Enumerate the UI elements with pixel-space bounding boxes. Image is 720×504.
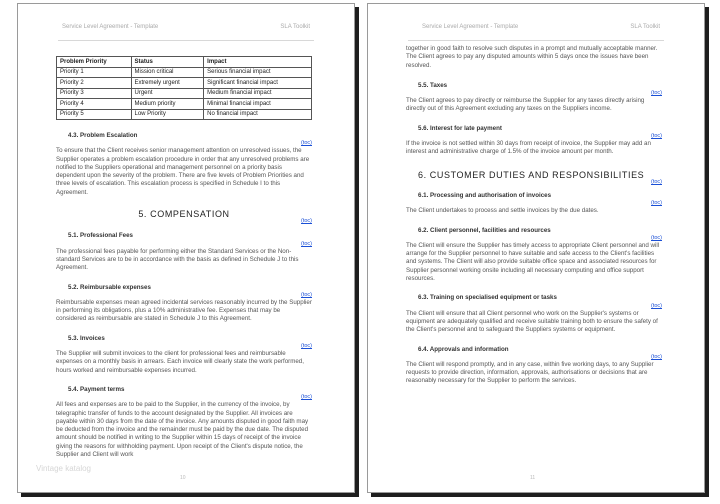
table-cell: Priority 5	[57, 109, 132, 120]
table-cell: Mission critical	[131, 67, 204, 78]
table-cell: Extremely urgent	[131, 78, 204, 89]
toc-link[interactable]: (toc)	[651, 178, 662, 185]
table-row	[57, 99, 312, 110]
table-cell: Urgent	[131, 88, 204, 99]
section-heading-5-5: 5.5. Taxes	[418, 81, 448, 89]
table-cell: Priority 3	[57, 88, 132, 99]
section-heading-5-6: 5.6. Interest for late payment	[418, 124, 502, 132]
section-heading-6-3: 6.3. Training on specialised equipment or tasks	[418, 294, 557, 302]
table-cell: Minimal financial impact	[204, 99, 312, 110]
section-body-continued: together in good faith to resolve such disputes in a prompt and mutually acceptable manner. The Client agrees to pay any disputed amounts within 5 days once the issues have been resolved.	[406, 45, 658, 69]
table-header-cell: Impact	[204, 57, 312, 68]
document-page-left	[17, 3, 355, 493]
table-header-cell: Problem Priority	[57, 57, 132, 68]
section-heading-6-2: 6.2. Client personnel, facilities and resources	[418, 226, 551, 234]
table-row	[57, 88, 312, 99]
table-row	[57, 67, 312, 78]
table-header-cell: Status	[131, 57, 204, 68]
toc-link[interactable]: (toc)	[651, 200, 662, 207]
section-heading-6-4: 6.4. Approvals and information	[418, 345, 509, 353]
table-cell: Medium financial impact	[204, 88, 312, 99]
toc-link[interactable]: (toc)	[301, 140, 312, 147]
watermark-text: Vintage katalog	[36, 464, 92, 473]
section-body-5-5: The Client agrees to pay directly or reimburse the Supplier for any taxes directly arising directly out of this Agreement excluding any taxes on the Suppliers income.	[406, 97, 645, 113]
section-heading-4-3: 4.3. Problem Escalation	[68, 132, 138, 139]
page-content	[56, 56, 312, 459]
page-number: 11	[530, 475, 536, 481]
section-heading-5-4: 5.4. Payment terms	[68, 385, 125, 393]
section-body-5-4: All fees and expenses are to be paid to the Supplier, in the currency of the invoice, by telegraphic transfer of funds to the account designated by the Supplier. All invoices are payable within 30 days from the date of the invoice. Any amounts disputed in good faith may be deducted from the invoice and the remainder must be paid by the due date. The disputed amount should be notified in writing to the Supplier within 15 days of receipt of the invoice giving the reasons for withholding payment. Upon receipt of the Client's dispute notice, the Supplier and Client will work	[56, 401, 309, 459]
table-cell: Medium priority	[131, 99, 204, 110]
table-row	[57, 78, 312, 89]
toc-link[interactable]: (toc)	[651, 302, 662, 309]
page-number: 10	[180, 475, 186, 481]
section-heading-6: 6. CUSTOMER DUTIES AND RESPONSIBILITIES	[418, 169, 645, 180]
toc-link[interactable]: (toc)	[651, 353, 662, 360]
page-content	[406, 45, 662, 386]
table-cell: Significant financial impact	[204, 78, 312, 89]
table-header-row	[57, 57, 312, 68]
toc-link[interactable]: (toc)	[651, 234, 662, 241]
table-cell: No financial impact	[204, 109, 312, 120]
header-rule	[58, 40, 314, 41]
header-rule	[408, 40, 664, 41]
section-body-5-2: Reimbursable expenses mean agreed incidental services reasonably incurred by the Supplier in performing its obligations, plus a 10% administrative fee. Expenses that may be considered as reimbursable are stated in Schedule J to this Agreement.	[56, 298, 312, 323]
toc-link[interactable]: (toc)	[651, 90, 662, 97]
toc-link[interactable]: (toc)	[301, 343, 312, 350]
toc-link[interactable]: (toc)	[301, 240, 312, 247]
table-row	[57, 109, 312, 120]
section-body-6-1: The Client undertakes to process and settle invoices by the due dates.	[406, 207, 599, 215]
section-heading-5-3: 5.3. Invoices	[68, 334, 105, 342]
document-page-right	[367, 3, 705, 493]
section-body-4-3: To ensure that the Client receives senior management attention on unresolved issues, the Supplier operates a problem escalation procedure in order that any unresolved problems are notified to the Suppliers operational and management personnel on a priority basis dependent upon the severity of the problem. There are five levels of Problem Priorities and three levels of escalation. This escalation process is specified in Schedule I to this Agreement.	[56, 147, 310, 196]
section-body-5-6: If the invoice is not settled within 30 days from receipt of invoice, the Supplier may add an interest and administrative charge of 1.5% of the invoice amount per month.	[406, 140, 651, 156]
header-right-text: SLA Toolkit	[280, 24, 310, 30]
section-heading-5: 5. COMPENSATION	[138, 209, 230, 220]
section-heading-5-2: 5.2. Reimbursable expenses	[68, 283, 151, 291]
section-heading-6-1: 6.1. Processing and authorisation of invoices	[418, 191, 552, 199]
section-body-5-3: The Supplier will submit invoices to the client for professional fees and reimbursable expenses on a monthly basis in arrears. Each invoice will clearly state the work performed, hours worked and reimbursable expenses incurred.	[56, 350, 304, 374]
table-cell: Serious financial impact	[204, 67, 312, 78]
section-body-6-3: The Client will ensure that all Client personnel who work on the Supplier's systems or equipment are adequately qualified and receive suitable training both to ensure the safety of the Client's personnel and to safeguard the Suppliers systems or equipment.	[406, 309, 658, 334]
section-heading-5-1: 5.1. Professional Fees	[68, 232, 133, 240]
table-cell: Priority 1	[57, 67, 132, 78]
section-body-6-2: The Client will ensure the Supplier has timely access to appropriate Client personnel and will arrange for the Supplier personnel to have suitable and safe access to the Client's facilities and systems. The Client will also provide suitable office space and associated resources for Supplier personnel working onsite including all necessary computing and office support resources.	[406, 241, 660, 283]
table-cell: Priority 4	[57, 99, 132, 110]
priority-table	[56, 56, 312, 120]
header-left-text: Service Level Agreement - Template	[422, 24, 519, 30]
table-cell: Low Priority	[131, 109, 204, 120]
toc-link[interactable]: (toc)	[301, 394, 312, 401]
toc-link[interactable]: (toc)	[301, 218, 312, 225]
section-body-5-1: The professional fees payable for performing either the Standard Services or the Non-standard Services are to be in accordance with the basis as defined in Schedule J to this Agreement.	[56, 247, 299, 272]
table-cell: Priority 2	[57, 78, 132, 89]
section-body-6-4: The Client will respond promptly, and in any case, within five working days, to any Supplier requests to provide direction, information, approvals, authorisations or decisions that are reasonably necessary for the Supplier to perform the services.	[406, 360, 654, 385]
header-left-text: Service Level Agreement - Template	[62, 24, 159, 30]
header-right-text: SLA Toolkit	[630, 24, 660, 30]
toc-link[interactable]: (toc)	[651, 133, 662, 140]
toc-link[interactable]: (toc)	[301, 291, 312, 298]
